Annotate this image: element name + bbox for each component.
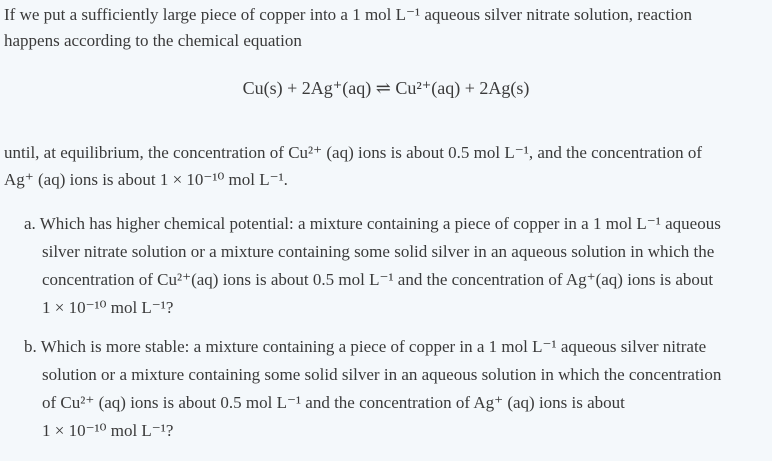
question-a-line-1: a. Which has higher chemical potential: a mixture containing a piece of copper in a 1 mol L⁻¹ aqueous: [24, 214, 721, 233]
question-b-line-4: 1 × 10⁻¹⁰ mol L⁻¹?: [42, 421, 174, 440]
equilibrium-line-2: Ag⁺ (aq) ions is about 1 × 10⁻¹⁰ mol L⁻¹.: [4, 170, 288, 189]
question-a-line-4: 1 × 10⁻¹⁰ mol L⁻¹?: [42, 298, 174, 317]
question-a-line-2: silver nitrate solution or a mixture containing some solid silver in an aqueous solution in which the: [42, 242, 715, 261]
question-a-line-3: concentration of Cu²⁺(aq) ions is about 0.5 mol L⁻¹ and the concentration of Ag⁺(aq) ions is about: [42, 270, 714, 289]
intro-line-2: happens according to the chemical equation: [4, 31, 302, 50]
intro-line-1: If we put a sufficiently large piece of copper into a 1 mol L⁻¹ aqueous silver nitrate solution, reaction: [4, 5, 693, 24]
question-b-line-2: solution or a mixture containing some solid silver in an aqueous solution in which the concentration: [42, 365, 722, 384]
chemical-equation: Cu(s) + 2Ag⁺(aq) ⇌ Cu²⁺(aq) + 2Ag(s): [242, 78, 530, 98]
question-b-line-3: of Cu²⁺ (aq) ions is about 0.5 mol L⁻¹ and the concentration of Ag⁺ (aq) ions is about: [42, 393, 625, 412]
question-b-line-1: b. Which is more stable: a mixture containing a piece of copper in a 1 mol L⁻¹ aqueous silver nitrate: [24, 337, 707, 356]
equilibrium-line-1: until, at equilibrium, the concentration of Cu²⁺ (aq) ions is about 0.5 mol L⁻¹, and the concentration of: [4, 143, 703, 162]
